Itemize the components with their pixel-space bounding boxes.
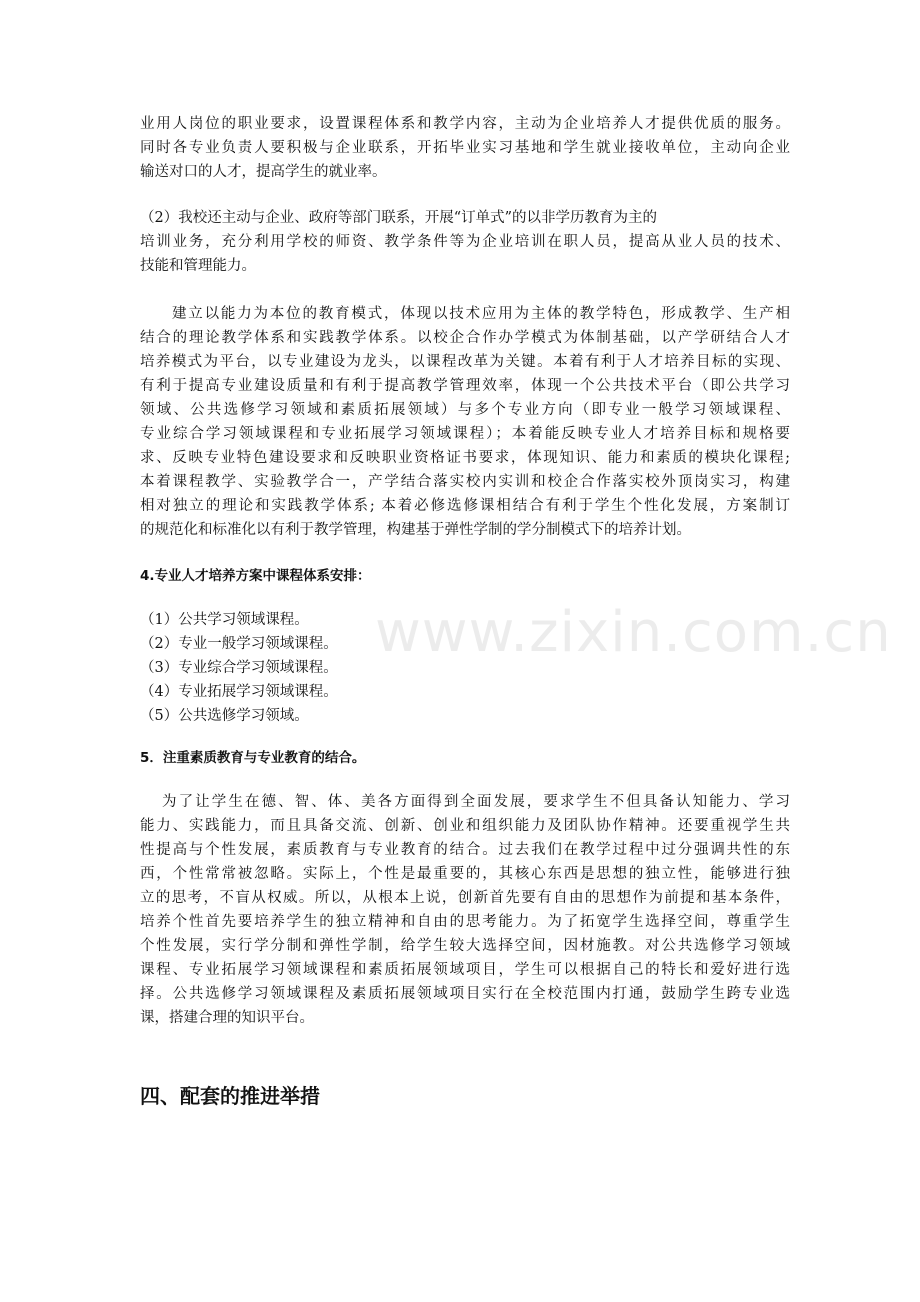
list-item: （2）专业一般学习领域课程。 bbox=[140, 636, 338, 652]
document-page bbox=[140, 112, 790, 1112]
text-line: 同时各专业负责人要积极与企业联系，开拓毕业实习基地和学生就业接收单位，主动向企业 bbox=[140, 140, 790, 156]
text-line: 求、反映专业特色建设要求和反映职业资格证书要求，体现知识、能力和素质的模块化课程; bbox=[140, 450, 790, 466]
text-line: 择。公共选修学习领域课程及素质拓展领域项目实行在全校范围内打通，鼓励学生跨专业选 bbox=[140, 986, 790, 1002]
watermark-text: www.zixin.com.cn bbox=[375, 600, 892, 665]
list-item: （1）公共学习领域课程。 bbox=[140, 612, 309, 628]
text-line: 相对独立的理论和实践教学体系; 本着必修选修课相结合有利于学生个性化发展，方案制订 bbox=[140, 498, 790, 514]
heading-curriculum-system: 4.专业人才培养方案中课程体系安排： bbox=[140, 568, 371, 584]
curriculum-list bbox=[140, 608, 790, 728]
text-line: 技能和管理能力。 bbox=[140, 258, 256, 274]
paragraph-education-model bbox=[140, 302, 790, 542]
paragraph-employment bbox=[140, 112, 790, 184]
text-line: 为了让学生在德、智、体、美各方面得到全面发展，要求学生不但具备认知能力、学习 bbox=[162, 794, 790, 810]
text-line: 有利于提高专业建设质量和有利于提高教学管理效率，体现一个公共技术平台（即公共学习 bbox=[140, 378, 790, 394]
text-line: 培养个性首先要培养学生的独立精神和自由的思考能力。为了拓宽学生选择空间，尊重学生 bbox=[140, 914, 790, 930]
text-line: 培训业务，充分利用学校的师资、教学条件等为企业培训在职人员，提高从业人员的技术、 bbox=[140, 234, 790, 250]
text-line: 输送对口的人才，提高学生的就业率。 bbox=[140, 164, 387, 180]
text-line: 西，个性常常被忽略。实际上，个性是最重要的，其核心东西是思想的独立性，能够进行独 bbox=[140, 866, 790, 882]
heading-quality-education: 5．注重素质教育与专业教育的结合。 bbox=[140, 750, 366, 766]
text-line: 能力、实践能力，而且具备交流、创新、创业和组织能力及团队协作精神。还要重视学生共 bbox=[140, 818, 790, 834]
text-line: 立的思考，不盲从权威。所以，从根本上说，创新首先要有自由的思想作为前提和基本条件， bbox=[140, 890, 790, 906]
text-line: 性提高与个性发展，素质教育与专业教育的结合。过去我们在教学过程中过分强调共性的东 bbox=[140, 842, 790, 858]
section-title-supporting-measures: 四、配套的推进举措 bbox=[140, 1084, 320, 1108]
text-line: 本着课程教学、实验教学合一，产学结合落实校内实训和校企合作落实校外顶岗实习，构建 bbox=[140, 474, 790, 490]
text-line: （2）我校还主动与企业、政府等部门联系，开展“订单式”的以非学历教育为主的 bbox=[140, 210, 658, 226]
text-line: 课，搭建合理的知识平台。 bbox=[140, 1010, 314, 1026]
text-line: 的规范化和标准化以有利于教学管理，构建基于弹性学制的学分制模式下的培养计划。 bbox=[140, 522, 691, 538]
paragraph-order-training bbox=[140, 206, 790, 278]
text-line: 个性发展，实行学分制和弹性学制，给学生较大选择空间，因材施教。对公共选修学习领域 bbox=[140, 938, 790, 954]
list-item: （5）公共选修学习领域。 bbox=[140, 708, 309, 724]
text-line: 专业综合学习领域课程和专业拓展学习领域课程）；本着能反映专业人才培养目标和规格要 bbox=[140, 426, 790, 442]
text-line: 建立以能力为本位的教育模式，体现以技术应用为主体的教学特色，形成教学、生产相 bbox=[172, 306, 790, 322]
text-line: 结合的理论教学体系和实践教学体系。以校企合作办学模式为体制基础，以产学研结合人才 bbox=[140, 330, 790, 346]
list-item: （4）专业拓展学习领域课程。 bbox=[140, 684, 338, 700]
list-item: （3）专业综合学习领域课程。 bbox=[140, 660, 338, 676]
text-line: 领域、公共选修学习领域和素质拓展领域）与多个专业方向（即专业一般学习领域课程、 bbox=[140, 402, 790, 418]
text-line: 培养模式为平台，以专业建设为龙头，以课程改革为关键。本着有利于人才培养目标的实现、 bbox=[140, 354, 790, 370]
text-line: 业用人岗位的职业要求，设置课程体系和教学内容，主动为企业培养人才提供优质的服务。 bbox=[140, 116, 790, 132]
text-line: 课程、专业拓展学习领域课程和素质拓展领域项目，学生可以根据自己的特长和爱好进行选 bbox=[140, 962, 790, 978]
paragraph-quality-education bbox=[140, 790, 790, 1030]
